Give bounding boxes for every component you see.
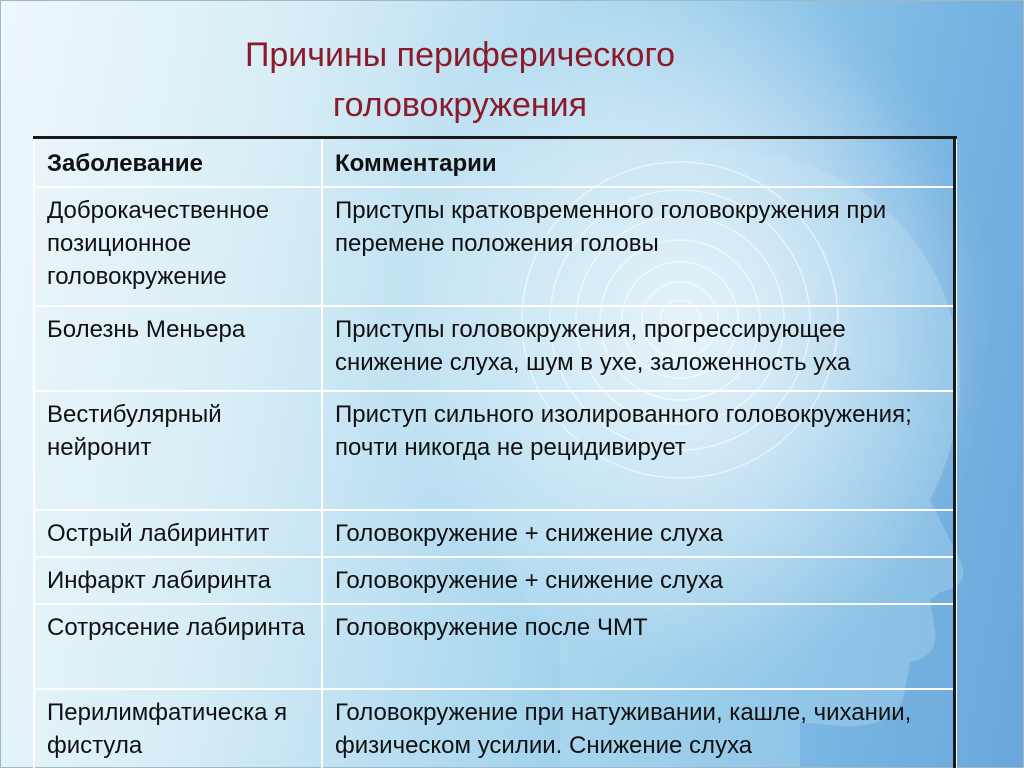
comment-cell: Головокружение при натуживании, кашле, чихании, физическом усилии. Снижение слуха (322, 689, 956, 768)
table-header-row (34, 138, 956, 188)
disease-cell: Перилимфатическа я фистула (34, 689, 322, 768)
disease-cell: Сотрясение лабиринта (34, 604, 322, 689)
header-comments: Комментарии (322, 138, 956, 188)
disease-cell: Инфаркт лабиринта (34, 557, 322, 604)
table-row (34, 391, 956, 510)
table-row (34, 604, 956, 689)
slide-title-line2: головокружения (332, 86, 588, 124)
disease-cell: Болезнь Меньера (34, 306, 322, 391)
slide-title-line1: Причины периферического (244, 36, 676, 74)
comment-cell: Головокружение + снижение слуха (322, 510, 956, 557)
disease-cell: Вестибулярный нейронит (34, 391, 322, 510)
table-row (34, 187, 956, 306)
comment-cell: Головокружение + снижение слуха (322, 557, 956, 604)
table-row (34, 557, 956, 604)
comment-cell: Головокружение после ЧМТ (322, 604, 956, 689)
comment-cell: Приступ сильного изолированного головокружения; почти никогда не рецидивирует (322, 391, 956, 510)
disease-cell: Острый лабиринтит (34, 510, 322, 557)
table-row (34, 306, 956, 391)
table-row (34, 510, 956, 557)
table-row (34, 689, 956, 768)
disease-cell: Доброкачественное позиционное головокружение (34, 187, 322, 306)
causes-table (33, 136, 957, 768)
slide-title (180, 30, 740, 130)
comment-cell: Приступы головокружения, прогрессирующее снижение слуха, шум в ухе, заложенность уха (322, 306, 956, 391)
comment-cell: Приступы кратковременного головокружения при перемене положения головы (322, 187, 956, 306)
header-disease: Заболевание (34, 138, 322, 188)
table-right-border (953, 136, 956, 768)
